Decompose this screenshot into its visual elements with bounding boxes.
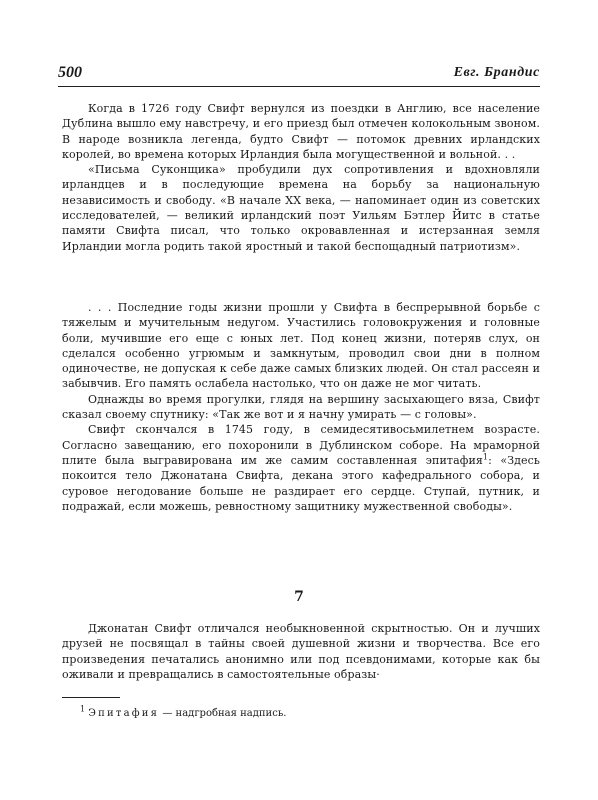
footnote-text: — надгробная надпись.	[159, 708, 287, 719]
paragraph-3: . . . Последние годы жизни прошли у Свифта в беспрерывной борьбе с тяжелым и мучительным недугом. Участились головокружения и головные боли, мучившие его еще с юных лет. Под конец жизни, потеряв слух, он сделался особенно угрюмым и замкнутым, проводил свои дни в полном одиночестве, не допуская к себе даже самых близких людей. Он стал рассеян и забывчив. Его память ослабела настолько, что он даже не мог читать.	[62, 301, 540, 391]
paragraph-5	[62, 422, 540, 514]
paragraph-1: Когда в 1726 году Свифт вернулся из поездки в Англию, все население Дублина вышло ему навстречу, и его приезд был отмечен колокольным звоном. В народе возникла легенда, будто Свифт — потомок древних ирландских королей, во времена которых Ирландия была могущественной и вольной. . .	[62, 102, 540, 161]
footnote-reference: 1	[482, 452, 489, 462]
section-number: 7	[294, 589, 304, 605]
paragraph-2: «Письма Суконщика» пробудили дух сопротивления и вдохновляли ирландцев и в последующие времена на борьбу за национальную независимость и свободу. «В начале XX века, — напоминает один из советских исследователей, — великий ирландский поэт Уильям Бэтлер Йитс в статье памяти Свифта писал, что только окровавленная и истерзанная земля Ирландии могла родить такой яростный и такой беспощадный патриотизм».	[62, 163, 540, 253]
paragraph-5-epitaph: : «Здесь покоится тело Джонатана Свифта, декана этого кафедрального собора, и суровое негодование больше не раздирает его сердце. Ступай, путник, и подражай, если можешь, ревностному защитнику мужественной свободы».	[62, 453, 540, 513]
page-number: 500	[58, 64, 82, 81]
footnote-mark: 1	[80, 704, 86, 714]
text-block-1	[62, 101, 540, 254]
paragraph-5-text: Свифт скончался в 1745 году, в семидесятивосьмилетнем возрасте. Согласно завещанию, его похоронили в Дублинском соборе. На мраморной плите была выгравирована им же самим составленная эпитафия	[62, 423, 540, 467]
footnote-divider	[62, 697, 120, 698]
text-block-3	[62, 621, 540, 682]
paragraph-4: Однажды во время прогулки, глядя на вершину засыхающего вяза, Свифт сказал своему спутнику: «Так же вот и я начну умирать — с головы».	[62, 392, 540, 422]
paragraph-6: Джонатан Свифт отличался необыкновенной скрытностью. Он и лучших друзей не посвящал в тайны своей душевной жизни и творчества. Все его произведения печатались анонимно или под псевдонимами, которые как бы оживали и превращались в самостоятельные образы·	[62, 622, 540, 681]
running-head-author: Евг. Брандис	[453, 65, 540, 80]
text-block-2	[62, 300, 540, 514]
footnote	[80, 704, 540, 721]
page-header	[58, 64, 540, 87]
footnote-term: Эпитафия	[88, 708, 160, 719]
